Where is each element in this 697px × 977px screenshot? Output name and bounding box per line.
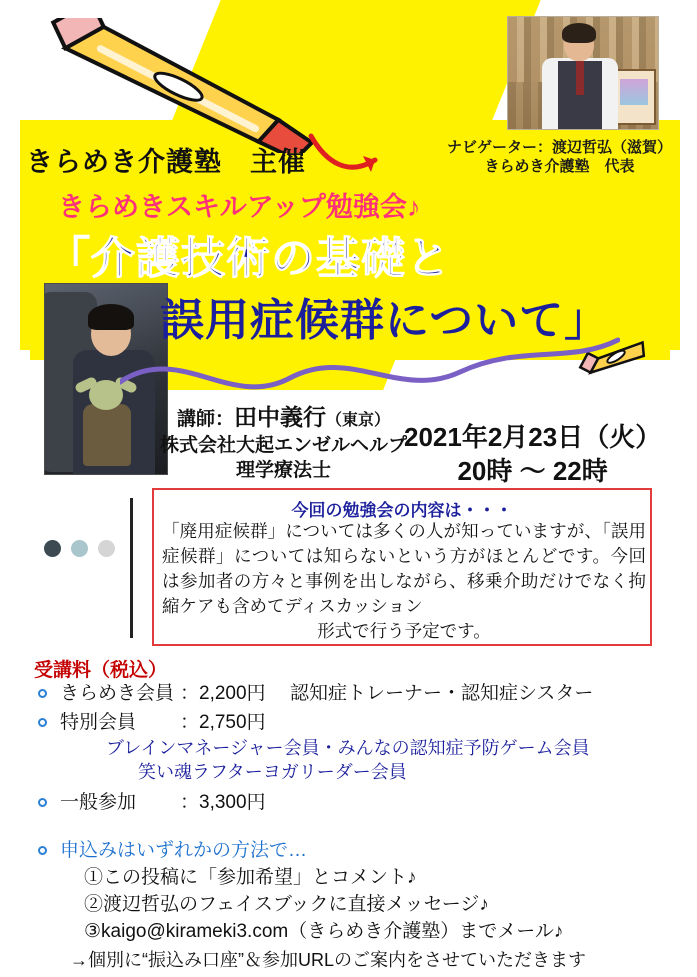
- fee-row: [60, 710, 674, 736]
- event-time: 20時 ～ 22時: [457, 456, 608, 486]
- fee-item: [34, 681, 674, 707]
- content-box-body-last-line: 形式で行う予定です。: [317, 621, 491, 641]
- host-line: きらめき介護塾 主催: [26, 147, 306, 177]
- event-date: 2021年2月23日（火）: [404, 422, 662, 452]
- photo-doll-head: [89, 380, 123, 410]
- fee-name: 特別会員: [60, 712, 137, 733]
- fee-price: ：3,300円: [180, 792, 266, 813]
- lecturer-info: [160, 405, 407, 483]
- photo-person-tie: [576, 61, 584, 95]
- dot-icon: [98, 540, 115, 557]
- fee-price: ：2,200円: [180, 683, 266, 704]
- bullet-icon: [38, 846, 47, 855]
- fee-price: ：2,750円: [180, 712, 266, 733]
- event-subtitle: きらめきスキルアップ勉強会♪: [58, 192, 421, 222]
- fee-sub-line: ブレインマネージャー会員・みんなの認知症予防ゲーム会員: [106, 738, 590, 758]
- fee-item: [34, 790, 674, 816]
- purple-wave-line: [120, 330, 620, 410]
- fee-note: 認知症トレーナー・認知症シスター: [290, 683, 594, 704]
- fee-section-title: 受講料（税込）: [34, 660, 168, 681]
- fee-sub-line: 笑い魂ラフターヨガリーダー会員: [138, 762, 407, 782]
- apply-line: ①この投稿に「参加希望」とコメント♪: [84, 867, 417, 888]
- navigator-caption-line2: きらめき介護塾 代表: [484, 158, 635, 175]
- content-box-heading: 今回の勉強会の内容は・・・: [291, 501, 513, 520]
- bullet-icon: [38, 718, 47, 727]
- navigator-caption-line1: ナビゲーター：渡辺哲弘（滋賀）: [447, 139, 673, 156]
- apply-item: [34, 838, 674, 974]
- photo-doll-robe: [83, 404, 131, 466]
- photo-picture-frame: [612, 69, 656, 125]
- fee-name: きらめき会員: [60, 683, 175, 704]
- bullet-icon: [38, 798, 47, 807]
- fee-list: [34, 681, 674, 977]
- vertical-divider: [130, 498, 133, 638]
- navigator-photo: [507, 16, 659, 130]
- event-datetime: [404, 420, 661, 488]
- lecturer-label: 講師：: [176, 409, 234, 430]
- apply-final-note: →個別に“振込み口座”＆参加URLのご案内をさせていただきます: [70, 950, 586, 970]
- lecturer-qualification: 理学療法士: [236, 460, 332, 481]
- lecturer-name: 田中義行: [234, 404, 326, 430]
- dot-icon: [71, 540, 88, 557]
- content-box-body: [162, 519, 646, 644]
- page-title-line2: 誤用症候群について」: [160, 296, 610, 345]
- pencil-icon: [34, 18, 334, 153]
- apply-heading: 申込みはいずれかの方法で…: [60, 840, 308, 861]
- bullet-icon: [38, 689, 47, 698]
- fee-row: [60, 790, 674, 816]
- page-title-line1: 「介護技術の基礎と: [46, 234, 451, 283]
- lecturer-location: （東京）: [326, 412, 391, 429]
- photo-person-hair: [88, 304, 134, 330]
- decorative-dots: [44, 540, 115, 557]
- fee-row: [60, 681, 674, 707]
- apply-line: ③kaigo@kirameki3.com（きらめき介護塾）までメール♪: [84, 921, 564, 942]
- navigator-caption: [447, 138, 672, 176]
- apply-line: ②渡辺哲弘のフェイスブックに直接メッセージ♪: [84, 894, 489, 915]
- fee-name: 一般参加: [60, 792, 137, 813]
- content-description-box: [152, 488, 652, 646]
- lecturer-company: 株式会社大起エンゼルヘルプ: [160, 435, 408, 456]
- photo-person-hair: [562, 23, 596, 43]
- fee-item: [34, 710, 674, 784]
- content-box-body-text: 「廃用症候群」については多くの人が知っていますが、「誤用症候群」については知らないという方がほとんどです。今回は参加者の方々と事例を出しながら、移乗介助だけでなく拘縮ケアも含めてディスカッション: [162, 521, 646, 616]
- red-arrow-icon: [305, 130, 405, 190]
- dot-icon: [44, 540, 61, 557]
